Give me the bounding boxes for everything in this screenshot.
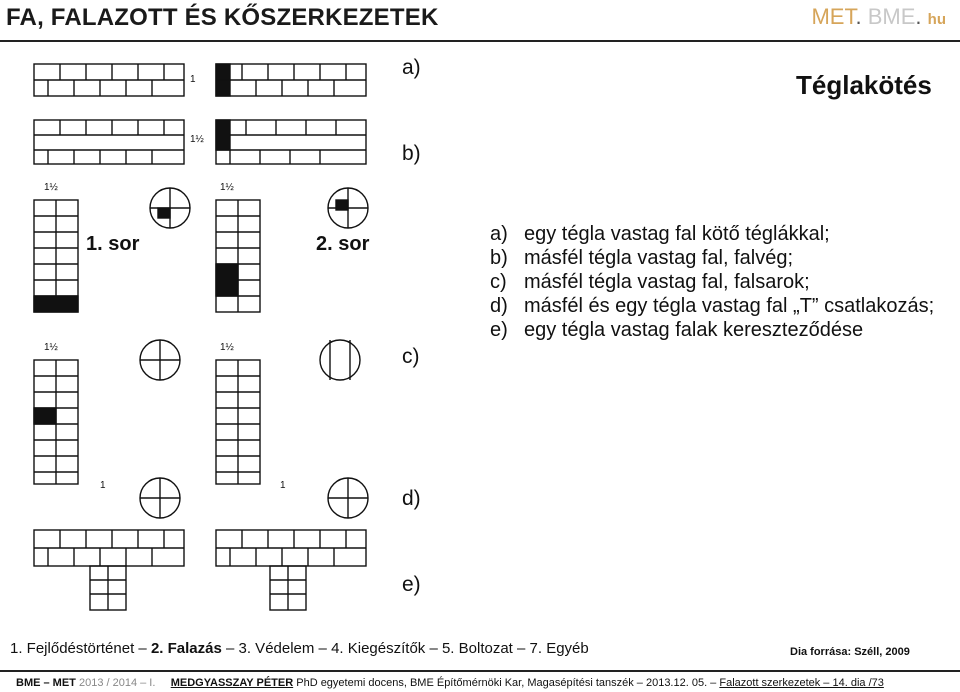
list-item: b) másfél tégla vastag fal, falvég; xyxy=(490,247,794,269)
label-c: c) xyxy=(402,345,420,368)
chapter-nav xyxy=(10,640,589,657)
nav-chapters-rest: – 3. Védelem – 4. Kiegészítők – 5. Boltozat – 7. Egyéb xyxy=(226,640,589,657)
nav-chapter-1: 1. Fejlődéstörténet – xyxy=(10,640,147,657)
label-a: a) xyxy=(402,56,421,79)
label-d: d) xyxy=(402,487,421,510)
list-item: c) másfél tégla vastag fal, falsarok; xyxy=(490,271,810,293)
footer-course: Falazott szerkezetek – 14. dia /73 xyxy=(719,677,884,689)
label-b: b) xyxy=(402,142,421,165)
header-divider xyxy=(0,40,960,42)
logo-dot: . xyxy=(855,4,862,29)
dim-label: 1½ xyxy=(190,134,204,145)
nav-chapter-2-current: 2. Falazás xyxy=(150,640,222,657)
list-item: d) másfél és egy tégla vastag fal „T” csatlakozás; xyxy=(490,295,935,317)
met-bme-logo xyxy=(811,4,946,30)
list-item: e) egy tégla vastag falak kereszteződése xyxy=(490,319,864,341)
dim-label: 1½ xyxy=(220,182,234,193)
dim-label: 1 xyxy=(100,480,106,491)
bond-description-list xyxy=(490,222,950,342)
row-1-label: 1. sor xyxy=(86,233,140,255)
logo-bme: BME xyxy=(867,4,916,29)
dim-label: 1 xyxy=(280,480,286,491)
dim-label: 1½ xyxy=(44,182,58,193)
logo-hu: hu xyxy=(927,11,946,28)
dim-label: 1½ xyxy=(220,342,234,353)
row-2-label: 2. sor xyxy=(316,233,370,255)
footer-org: BME – MET xyxy=(16,677,76,689)
dim-label: 1½ xyxy=(44,342,58,353)
label-e: e) xyxy=(402,573,421,596)
footer-affiliation: PhD egyetemi docens, BME Építőmérnöki Kar, Magasépítési tanszék – 2013.12. 05. – xyxy=(296,677,717,689)
footer-author: MEDGYASSZAY PÉTER xyxy=(170,677,294,689)
footer xyxy=(16,677,884,689)
slide-source: Dia forrása: Széll, 2009 xyxy=(790,646,910,658)
logo-met: MET xyxy=(811,4,856,29)
dim-label: 1 xyxy=(190,74,196,85)
footer-year: 2013 / 2014 – I. xyxy=(78,677,156,689)
brick-bond-drawing xyxy=(30,50,390,615)
slide-subject: Téglakötés xyxy=(796,70,932,100)
logo-dot-2: . xyxy=(915,4,922,29)
list-item: a) egy tégla vastag fal kötő téglákkal; xyxy=(490,223,830,245)
page-title: FA, FALAZOTT ÉS KŐSZERKEZETEK xyxy=(6,4,439,31)
footer-divider xyxy=(0,670,960,672)
